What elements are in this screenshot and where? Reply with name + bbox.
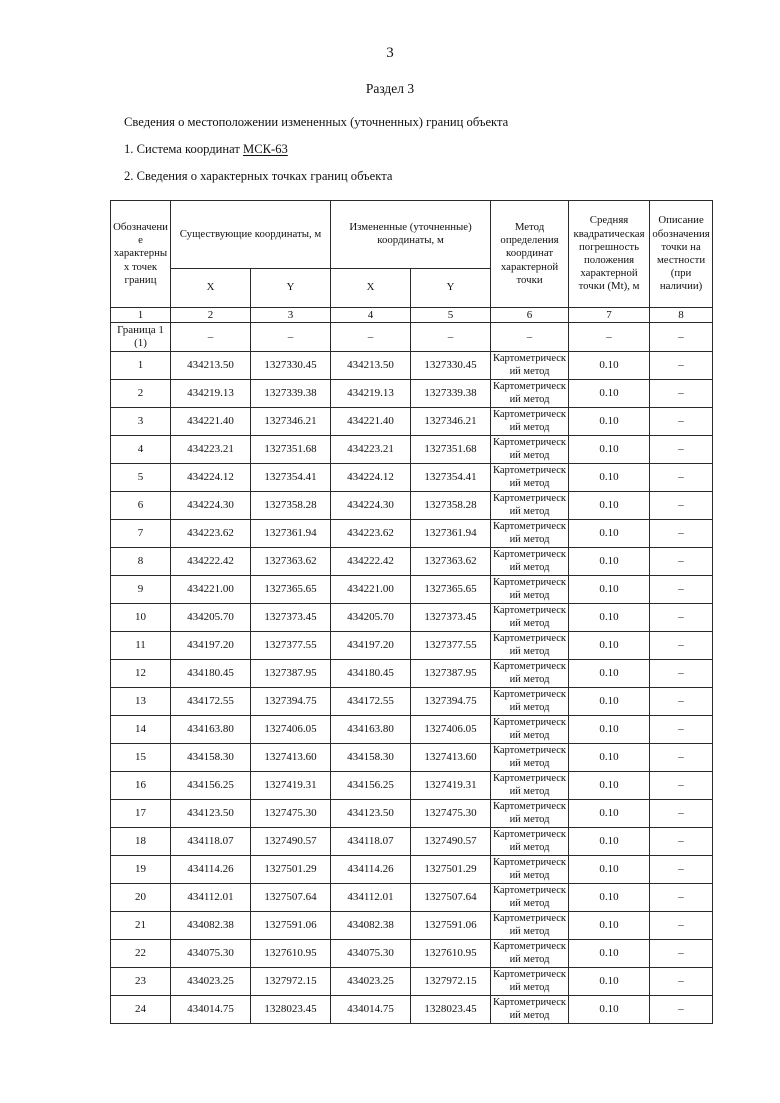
mean-square-error: 0.10 (569, 800, 650, 828)
changed-y: 1328023.45 (411, 996, 491, 1024)
existing-y: 1327972.15 (251, 968, 331, 996)
method-cell: Картометрический метод (491, 436, 569, 464)
point-number: 3 (111, 408, 171, 436)
existing-y: 1328023.45 (251, 996, 331, 1024)
changed-y: 1327373.45 (411, 604, 491, 632)
point-description: – (650, 996, 713, 1024)
changed-y: 1327394.75 (411, 688, 491, 716)
changed-y: 1327387.95 (411, 660, 491, 688)
point-number: 8 (111, 548, 171, 576)
existing-x: 434112.01 (171, 884, 251, 912)
mean-square-error: 0.10 (569, 380, 650, 408)
existing-y: 1327413.60 (251, 744, 331, 772)
existing-y: 1327365.65 (251, 576, 331, 604)
changed-y: 1327591.06 (411, 912, 491, 940)
existing-y: 1327358.28 (251, 492, 331, 520)
changed-x: 434023.25 (331, 968, 411, 996)
mean-square-error: 0.10 (569, 828, 650, 856)
existing-y: 1327387.95 (251, 660, 331, 688)
existing-x: 434223.62 (171, 520, 251, 548)
border-group-label: Граница 1 (1) (111, 323, 171, 352)
point-number: 6 (111, 492, 171, 520)
changed-x: 434123.50 (331, 800, 411, 828)
point-description: – (650, 800, 713, 828)
existing-x: 434219.13 (171, 380, 251, 408)
changed-y: 1327413.60 (411, 744, 491, 772)
existing-y: 1327377.55 (251, 632, 331, 660)
changed-x: 434075.30 (331, 940, 411, 968)
table-row (111, 492, 713, 520)
point-number: 15 (111, 744, 171, 772)
table-row (111, 436, 713, 464)
method-cell: Картометрический метод (491, 520, 569, 548)
point-number: 10 (111, 604, 171, 632)
table-row (111, 464, 713, 492)
method-cell: Картометрический метод (491, 688, 569, 716)
header-designation: Обозначение характерных точек границ (111, 201, 171, 308)
point-description: – (650, 380, 713, 408)
mean-square-error: 0.10 (569, 436, 650, 464)
method-cell: Картометрический метод (491, 660, 569, 688)
changed-x: 434180.45 (331, 660, 411, 688)
changed-x: 434156.25 (331, 772, 411, 800)
changed-x: 434172.55 (331, 688, 411, 716)
existing-y: 1327507.64 (251, 884, 331, 912)
mean-square-error: 0.10 (569, 968, 650, 996)
point-number: 7 (111, 520, 171, 548)
point-description: – (650, 688, 713, 716)
point-description: – (650, 604, 713, 632)
method-cell: Картометрический метод (491, 492, 569, 520)
point-number: 2 (111, 380, 171, 408)
point-number: 23 (111, 968, 171, 996)
point-number: 18 (111, 828, 171, 856)
column-number-8: 8 (650, 308, 713, 323)
method-cell: Картометрический метод (491, 352, 569, 380)
table-row (111, 912, 713, 940)
table-row (111, 744, 713, 772)
table-row (111, 800, 713, 828)
changed-y: 1327507.64 (411, 884, 491, 912)
mean-square-error: 0.10 (569, 492, 650, 520)
mean-square-error: 0.10 (569, 996, 650, 1024)
method-cell: Картометрический метод (491, 604, 569, 632)
border-group-cell-3: – (251, 323, 331, 352)
column-number-1: 1 (111, 308, 171, 323)
method-cell: Картометрический метод (491, 940, 569, 968)
point-number: 1 (111, 352, 171, 380)
mean-square-error: 0.10 (569, 632, 650, 660)
table-row (111, 716, 713, 744)
method-cell: Картометрический метод (491, 464, 569, 492)
column-number-3: 3 (251, 308, 331, 323)
mean-square-error: 0.10 (569, 464, 650, 492)
table-row (111, 632, 713, 660)
column-number-5: 5 (411, 308, 491, 323)
point-description: – (650, 576, 713, 604)
table-row (111, 352, 713, 380)
existing-y: 1327419.31 (251, 772, 331, 800)
existing-y: 1327330.45 (251, 352, 331, 380)
method-cell: Картометрический метод (491, 884, 569, 912)
point-description: – (650, 912, 713, 940)
changed-x: 434221.40 (331, 408, 411, 436)
section-title: Раздел 3 (365, 81, 415, 96)
table-row (111, 940, 713, 968)
page-number: 3 (386, 45, 394, 61)
existing-x: 434213.50 (171, 352, 251, 380)
changed-y: 1327365.65 (411, 576, 491, 604)
method-cell: Картометрический метод (491, 716, 569, 744)
method-cell: Картометрический метод (491, 548, 569, 576)
existing-x: 434158.30 (171, 744, 251, 772)
header-existing-x: X (171, 268, 251, 307)
changed-x: 434224.12 (331, 464, 411, 492)
changed-x: 434205.70 (331, 604, 411, 632)
changed-y: 1327972.15 (411, 968, 491, 996)
existing-y: 1327475.30 (251, 800, 331, 828)
existing-y: 1327610.95 (251, 940, 331, 968)
point-description: – (650, 884, 713, 912)
point-number: 22 (111, 940, 171, 968)
mean-square-error: 0.10 (569, 716, 650, 744)
point-description: – (650, 436, 713, 464)
existing-y: 1327339.38 (251, 380, 331, 408)
point-description: – (650, 856, 713, 884)
changed-x: 434222.42 (331, 548, 411, 576)
table-row (111, 380, 713, 408)
point-description: – (650, 660, 713, 688)
point-number: 21 (111, 912, 171, 940)
table-header-row-main (111, 201, 713, 269)
method-cell: Картометрический метод (491, 828, 569, 856)
changed-x: 434114.26 (331, 856, 411, 884)
existing-x: 434222.42 (171, 548, 251, 576)
point-description: – (650, 772, 713, 800)
point-description: – (650, 352, 713, 380)
changed-y: 1327377.55 (411, 632, 491, 660)
mean-square-error: 0.10 (569, 548, 650, 576)
existing-y: 1327363.62 (251, 548, 331, 576)
existing-y: 1327394.75 (251, 688, 331, 716)
mean-square-error: 0.10 (569, 772, 650, 800)
changed-x: 434224.30 (331, 492, 411, 520)
existing-x: 434223.21 (171, 436, 251, 464)
table-header (111, 201, 713, 308)
column-number-2: 2 (171, 308, 251, 323)
existing-x: 434224.12 (171, 464, 251, 492)
table-body (111, 308, 713, 1024)
existing-x: 434023.25 (171, 968, 251, 996)
point-description: – (650, 464, 713, 492)
border-group-cell-6: – (491, 323, 569, 352)
mean-square-error: 0.10 (569, 408, 650, 436)
point-number: 24 (111, 996, 171, 1024)
changed-x: 434112.01 (331, 884, 411, 912)
table-row (111, 520, 713, 548)
existing-y: 1327501.29 (251, 856, 331, 884)
mean-square-error: 0.10 (569, 744, 650, 772)
table-row (111, 604, 713, 632)
existing-x: 434163.80 (171, 716, 251, 744)
changed-y: 1327346.21 (411, 408, 491, 436)
changed-x: 434163.80 (331, 716, 411, 744)
existing-x: 434156.25 (171, 772, 251, 800)
existing-x: 434180.45 (171, 660, 251, 688)
point-number: 11 (111, 632, 171, 660)
existing-x: 434123.50 (171, 800, 251, 828)
changed-y: 1327419.31 (411, 772, 491, 800)
existing-x: 434075.30 (171, 940, 251, 968)
table-row (111, 408, 713, 436)
column-number-6: 6 (491, 308, 569, 323)
mean-square-error: 0.10 (569, 856, 650, 884)
table-row (111, 688, 713, 716)
mean-square-error: 0.10 (569, 940, 650, 968)
point-number: 13 (111, 688, 171, 716)
header-changed-y: Y (411, 268, 491, 307)
table-row (111, 856, 713, 884)
mean-square-error: 0.10 (569, 884, 650, 912)
header-existing-y: Y (251, 268, 331, 307)
coordinates-table (110, 200, 713, 1024)
border-group-cell-8: – (650, 323, 713, 352)
method-cell: Картометрический метод (491, 996, 569, 1024)
existing-y: 1327351.68 (251, 436, 331, 464)
changed-y: 1327610.95 (411, 940, 491, 968)
method-cell: Картометрический метод (491, 408, 569, 436)
mean-square-error: 0.10 (569, 604, 650, 632)
coordinate-system-value: МСК-63 (243, 142, 288, 156)
mean-square-error: 0.10 (569, 576, 650, 604)
point-number: 9 (111, 576, 171, 604)
changed-y: 1327406.05 (411, 716, 491, 744)
point-number: 12 (111, 660, 171, 688)
existing-y: 1327591.06 (251, 912, 331, 940)
changed-y: 1327351.68 (411, 436, 491, 464)
mean-square-error: 0.10 (569, 912, 650, 940)
existing-x: 434205.70 (171, 604, 251, 632)
border-group-cell-4: – (331, 323, 411, 352)
point-description: – (650, 408, 713, 436)
changed-y: 1327490.57 (411, 828, 491, 856)
table-row (111, 772, 713, 800)
column-number-4: 4 (331, 308, 411, 323)
existing-y: 1327490.57 (251, 828, 331, 856)
method-cell: Картометрический метод (491, 856, 569, 884)
method-cell: Картометрический метод (491, 912, 569, 940)
table-column-number-row (111, 308, 713, 323)
point-description: – (650, 492, 713, 520)
existing-y: 1327346.21 (251, 408, 331, 436)
method-cell: Картометрический метод (491, 772, 569, 800)
table-row (111, 660, 713, 688)
point-number: 14 (111, 716, 171, 744)
mean-square-error: 0.10 (569, 352, 650, 380)
mean-square-error: 0.10 (569, 688, 650, 716)
table-row (111, 968, 713, 996)
table-row (111, 884, 713, 912)
changed-y: 1327361.94 (411, 520, 491, 548)
table-row (111, 828, 713, 856)
changed-x: 434197.20 (331, 632, 411, 660)
changed-y: 1327358.28 (411, 492, 491, 520)
border-group-cell-7: – (569, 323, 650, 352)
point-description: – (650, 520, 713, 548)
point-description: – (650, 744, 713, 772)
mean-square-error: 0.10 (569, 660, 650, 688)
point-number: 4 (111, 436, 171, 464)
changed-x: 434213.50 (331, 352, 411, 380)
method-cell: Картометрический метод (491, 576, 569, 604)
point-description: – (650, 716, 713, 744)
existing-x: 434014.75 (171, 996, 251, 1024)
point-description: – (650, 632, 713, 660)
point-description: – (650, 940, 713, 968)
existing-y: 1327354.41 (251, 464, 331, 492)
existing-x: 434221.40 (171, 408, 251, 436)
point-number: 17 (111, 800, 171, 828)
existing-x: 434082.38 (171, 912, 251, 940)
document-subtitle: Сведения о местоположении измененных (уточненных) границ объекта (124, 115, 509, 129)
method-cell: Картометрический метод (491, 800, 569, 828)
table-row (111, 548, 713, 576)
point-number: 20 (111, 884, 171, 912)
changed-y: 1327363.62 (411, 548, 491, 576)
changed-x: 434223.21 (331, 436, 411, 464)
changed-x: 434118.07 (331, 828, 411, 856)
existing-y: 1327361.94 (251, 520, 331, 548)
table-row (111, 996, 713, 1024)
changed-y: 1327339.38 (411, 380, 491, 408)
header-mean-square-error: Средняя квадратическая погрешность положения характерной точки (Mt), м (569, 201, 650, 308)
points-info-line: 2. Сведения о характерных точках границ объекта (124, 169, 393, 183)
method-cell: Картометрический метод (491, 380, 569, 408)
header-changed-coords: Измененные (уточненные) координаты, м (331, 201, 491, 269)
changed-x: 434014.75 (331, 996, 411, 1024)
existing-x: 434172.55 (171, 688, 251, 716)
changed-y: 1327354.41 (411, 464, 491, 492)
changed-x: 434158.30 (331, 744, 411, 772)
method-cell: Картометрический метод (491, 744, 569, 772)
method-cell: Картометрический метод (491, 968, 569, 996)
point-description: – (650, 968, 713, 996)
changed-y: 1327475.30 (411, 800, 491, 828)
method-cell: Картометрический метод (491, 632, 569, 660)
point-description: – (650, 828, 713, 856)
existing-y: 1327406.05 (251, 716, 331, 744)
border-group-cell-2: – (171, 323, 251, 352)
point-number: 5 (111, 464, 171, 492)
table-row (111, 576, 713, 604)
changed-x: 434082.38 (331, 912, 411, 940)
changed-x: 434219.13 (331, 380, 411, 408)
header-method: Метод определения координат характерной точки (491, 201, 569, 308)
existing-x: 434221.00 (171, 576, 251, 604)
coordinate-system-label: 1. Система координат (124, 142, 244, 156)
column-number-7: 7 (569, 308, 650, 323)
coordinates-table-wrapper (110, 200, 712, 1024)
point-number: 19 (111, 856, 171, 884)
existing-x: 434118.07 (171, 828, 251, 856)
header-point-description: Описание обозначения точки на местности (при наличии) (650, 201, 713, 308)
point-description: – (650, 548, 713, 576)
changed-x: 434223.62 (331, 520, 411, 548)
changed-y: 1327330.45 (411, 352, 491, 380)
header-existing-coords: Существующие координаты, м (171, 201, 331, 269)
header-changed-x: X (331, 268, 411, 307)
coordinate-system-line (124, 141, 288, 157)
existing-x: 434114.26 (171, 856, 251, 884)
changed-x: 434221.00 (331, 576, 411, 604)
border-group-cell-5: – (411, 323, 491, 352)
point-number: 16 (111, 772, 171, 800)
changed-y: 1327501.29 (411, 856, 491, 884)
existing-x: 434197.20 (171, 632, 251, 660)
mean-square-error: 0.10 (569, 520, 650, 548)
border-group-row (111, 323, 713, 352)
existing-y: 1327373.45 (251, 604, 331, 632)
existing-x: 434224.30 (171, 492, 251, 520)
